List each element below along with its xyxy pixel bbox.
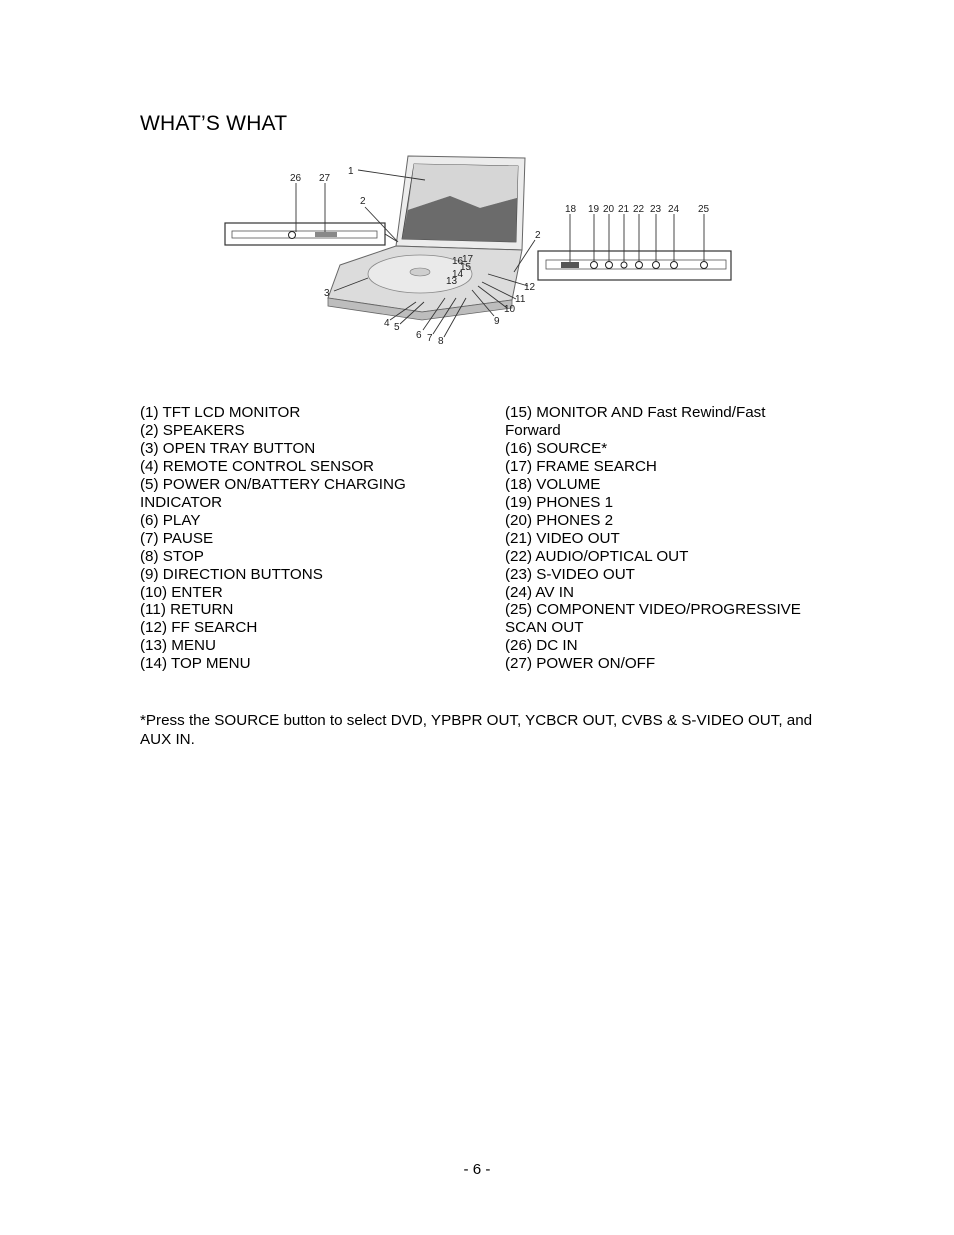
callout-9: 9	[494, 316, 500, 327]
list-item: (23) S-VIDEO OUT	[505, 565, 635, 583]
page-number: - 6 -	[463, 1161, 491, 1178]
list-item: (18) VOLUME	[505, 475, 601, 493]
list-item: (26) DC IN	[505, 637, 578, 655]
callout-2: 2	[360, 196, 366, 207]
list-item: (24) AV IN	[505, 583, 574, 601]
callout-22: 22	[633, 204, 645, 215]
callout-27: 27	[319, 173, 331, 184]
list-item: INDICATOR	[140, 493, 223, 511]
callout-1: 1	[348, 166, 354, 177]
list-item: (20) PHONES 2	[505, 511, 614, 529]
list-item: (8) STOP	[140, 547, 204, 565]
list-item: (5) POWER ON/BATTERY CHARGING	[140, 475, 406, 493]
source-button-note: *Press the SOURCE button to select DVD, YPBPR OUT, YCBCR OUT, CVBS & S-VIDEO OUT, and AUX IN.	[140, 712, 813, 748]
callout-13: 13	[446, 276, 458, 287]
parts-list-left	[140, 404, 440, 673]
list-item: (16) SOURCE*	[505, 439, 608, 457]
list-item: (12) FF SEARCH	[140, 619, 258, 637]
list-item: (11) RETURN	[140, 601, 234, 619]
list-item: Forward	[505, 421, 561, 439]
callout-4: 4	[384, 318, 390, 329]
callout-15: 15	[460, 262, 472, 273]
list-item: (13) MENU	[140, 637, 216, 655]
callout-21: 21	[618, 204, 630, 215]
callout-12: 12	[524, 282, 536, 293]
callout-19: 19	[588, 204, 600, 215]
list-item: (2) SPEAKERS	[140, 421, 245, 439]
page-title: WHAT’S WHAT	[140, 112, 288, 135]
list-item: (17) FRAME SEARCH	[505, 457, 657, 475]
callout-25: 25	[698, 204, 710, 215]
callout-18: 18	[565, 204, 577, 215]
callout-2-right: 2	[535, 230, 541, 241]
list-item: (10) ENTER	[140, 583, 223, 601]
list-item: (19) PHONES 1	[505, 493, 614, 511]
callout-26: 26	[290, 173, 302, 184]
callout-3: 3	[324, 288, 330, 299]
list-item: (4) REMOTE CONTROL SENSOR	[140, 457, 375, 475]
list-item: (25) COMPONENT VIDEO/PROGRESSIVE	[505, 601, 801, 619]
list-item: (15) MONITOR AND Fast Rewind/Fast	[505, 404, 766, 421]
list-item: (9) DIRECTION BUTTONS	[140, 565, 323, 583]
volume-wheel	[561, 262, 579, 268]
list-item: (21) VIDEO OUT	[505, 529, 620, 547]
list-item: (7) PAUSE	[140, 529, 214, 547]
parts-list-right	[505, 404, 825, 673]
callout-5: 5	[394, 322, 400, 333]
callout-17: 17	[462, 254, 474, 265]
callout-23: 23	[650, 204, 662, 215]
list-item: (14) TOP MENU	[140, 655, 251, 673]
callout-10: 10	[504, 304, 516, 315]
callout-16: 16	[452, 256, 464, 267]
list-item: (3) OPEN TRAY BUTTON	[140, 439, 316, 457]
callout-8: 8	[438, 336, 444, 347]
callout-20: 20	[603, 204, 615, 215]
list-item: (22) AUDIO/OPTICAL OUT	[505, 547, 689, 565]
list-item: (27) POWER ON/OFF	[505, 655, 656, 673]
list-item: SCAN OUT	[505, 619, 584, 637]
list-item: (1) TFT LCD MONITOR	[140, 404, 301, 421]
callout-11: 11	[515, 294, 526, 305]
list-item: (6) PLAY	[140, 511, 201, 529]
callout-24: 24	[668, 204, 680, 215]
callout-6: 6	[416, 330, 422, 341]
dc-in-jack	[289, 232, 296, 239]
dvd-player-illustration	[220, 150, 740, 350]
power-switch	[315, 232, 337, 237]
callout-7: 7	[427, 333, 433, 344]
callout-14: 14	[452, 269, 464, 280]
